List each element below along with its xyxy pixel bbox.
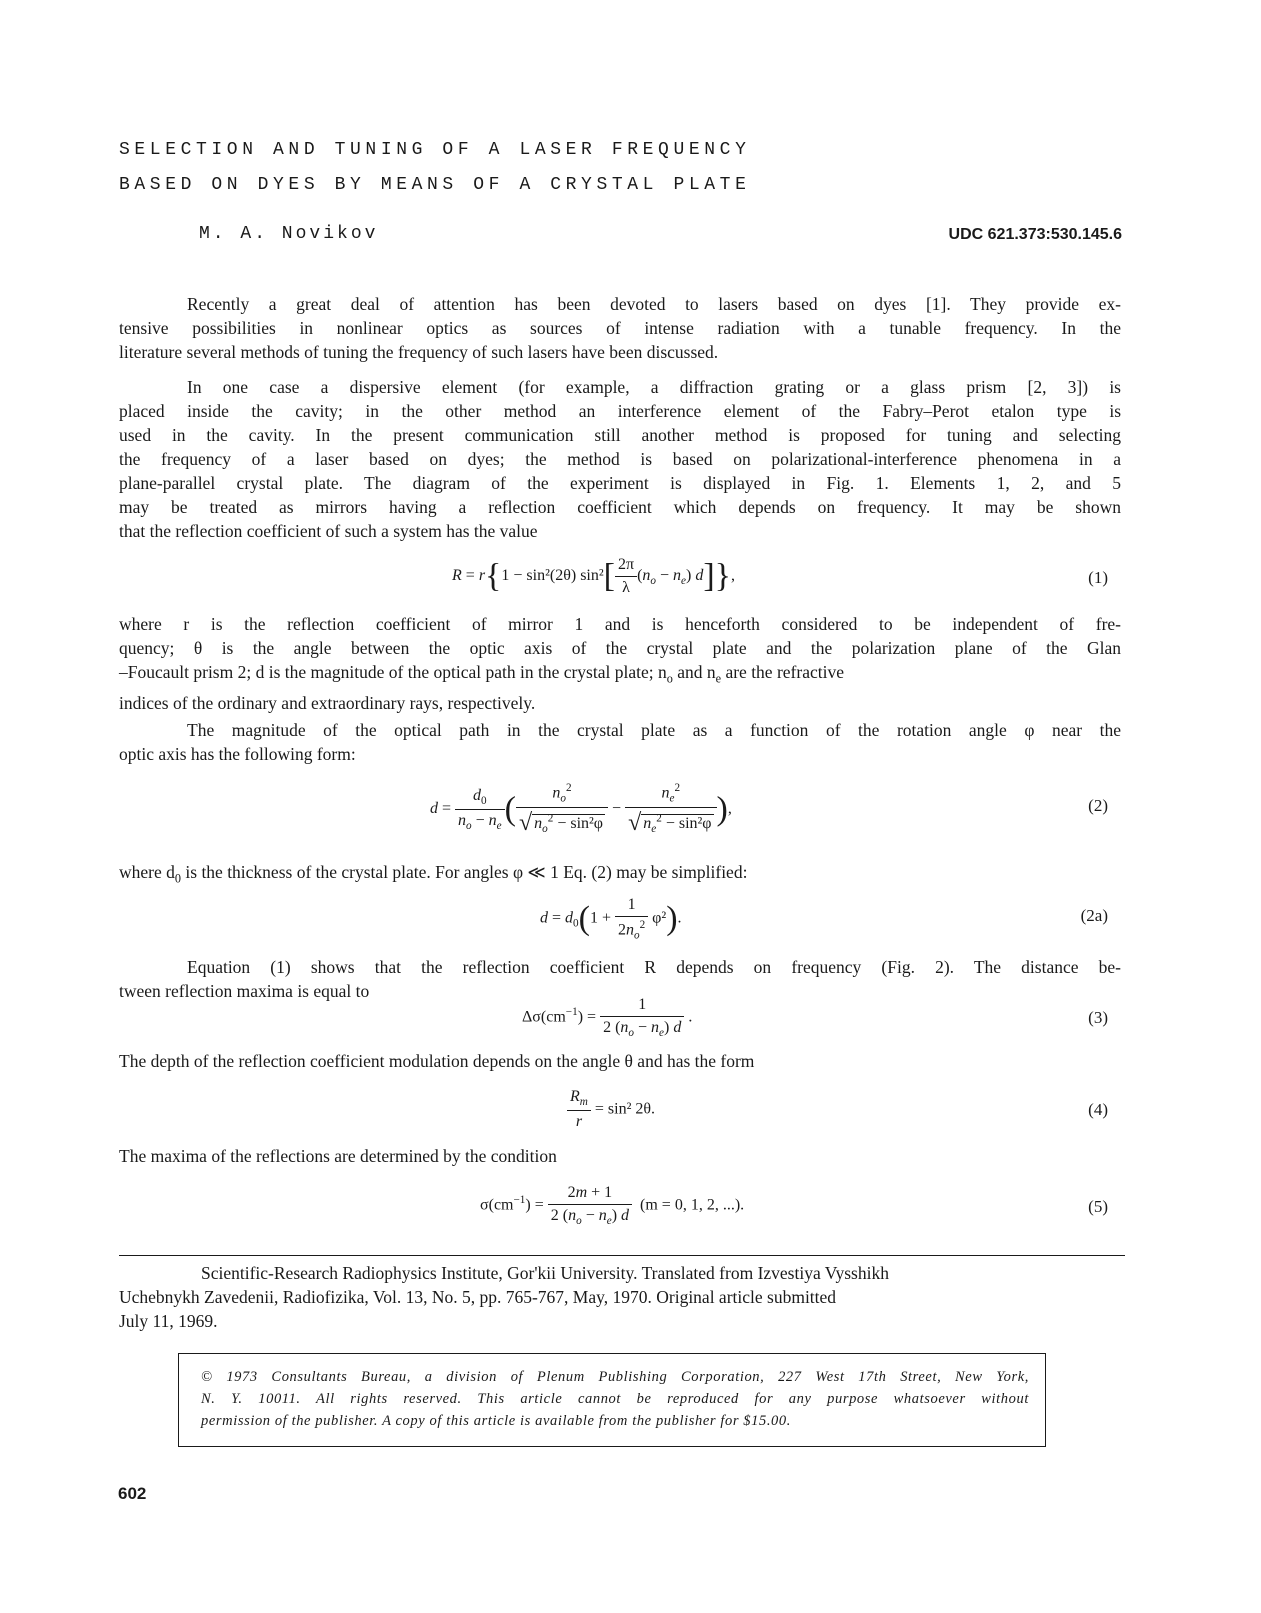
- paragraph-1: [119, 292, 1121, 364]
- copyright-box: [178, 1353, 1046, 1447]
- paragraph-7: [119, 1049, 1121, 1073]
- paragraph-8: [119, 1144, 1121, 1168]
- text-fragment: and n: [672, 662, 716, 682]
- equation-number: (2a): [1080, 906, 1108, 925]
- title-line-2: BASED ON DYES BY MEANS OF A CRYSTAL PLATE: [119, 175, 751, 195]
- text-line: Recently a great deal of attention has been devoted to lasers based on dyes [1]. They provide ex-: [187, 294, 1121, 314]
- equation-number: (4): [1088, 1100, 1108, 1119]
- paragraph-2: [119, 375, 1121, 543]
- equation-number: (3): [1088, 1008, 1108, 1027]
- text-line: The depth of the reflection coefficient modulation depends on the angle θ and has the form: [119, 1051, 755, 1071]
- paragraph-5: [119, 860, 1121, 891]
- footnote-rule: [119, 1255, 1125, 1256]
- text-line: where r is the reflection coefficient of mirror 1 and is henceforth considered to be independent of fre-: [119, 614, 1121, 634]
- subscript: 0: [174, 871, 182, 886]
- equation-number: (1): [1088, 568, 1108, 587]
- udc-code: UDC 621.373:530.145.6: [948, 226, 1122, 243]
- equation-1: R = r{1 − sin²(2θ) sin²[ $\frac{2\pi}{\lambda}$ $(n_o - n_e)$ d]},: [452, 556, 735, 596]
- text-line: [119, 660, 1121, 691]
- footnote: [119, 1261, 1129, 1333]
- text-fragment: where d: [119, 862, 175, 882]
- author: M. A. Novikov: [199, 224, 379, 244]
- text-line: that the reflection coefficient of such a system has the value: [119, 521, 538, 541]
- page-number: 602: [118, 1484, 147, 1503]
- equation-3: $\Delta\sigma(cm^{-1})$ = $\frac{1}{2 (n_o - n_e) d}$ .: [522, 996, 693, 1040]
- equation-condition: (m = 0, 1, 2, ...).: [640, 1196, 745, 1214]
- text-line: The maxima of the reflections are determined by the condition: [119, 1146, 557, 1166]
- text-line: indices of the ordinary and extraordinary rays, respectively.: [119, 692, 536, 713]
- title-line-1: SELECTION AND TUNING OF A LASER FREQUENCY: [119, 140, 751, 160]
- text-line: July 11, 1969.: [119, 1311, 218, 1331]
- text-line: optic axis has the following form:: [119, 744, 356, 764]
- subscript: o: [666, 671, 673, 686]
- equation-number: (2): [1088, 796, 1108, 815]
- equation-4: $\frac{R_m}{r}$ = sin² 2θ.: [567, 1088, 655, 1131]
- subscript: e: [715, 671, 722, 686]
- text-fragment: is the thickness of the crystal plate. For angles φ ≪ 1 Eq. (2) may be simplified:: [181, 862, 748, 882]
- equation-5: $\sigma(cm^{-1})$ = $\frac{2m + 1}{2 (n_o - n_e) d}$ (m = 0, 1, 2, ...).: [480, 1184, 745, 1228]
- text-fragment: –Foucault prism 2; d is the magnitude of the optical path in the crystal plate; n: [119, 662, 667, 682]
- text-line: The magnitude of the optical path in the crystal plate as a function of the rotation angle φ near the: [187, 720, 1121, 740]
- equation-2a: $d = d_0(1$ + $\frac{1}{2n_o^2}$ φ²).: [540, 896, 682, 942]
- paragraph-4: [119, 718, 1121, 766]
- text-line: plane-parallel crystal plate. The diagram of the experiment is displayed in Fig. 1. Elements 1, 2, and 5: [119, 473, 1121, 493]
- text-line: Uchebnykh Zavedenii, Radiofizika, Vol. 13, No. 5, pp. 765-767, May, 1970. Original article submitted: [119, 1287, 837, 1307]
- text-line: may be treated as mirrors having a reflection coefficient which depends on frequency. It may be shown: [119, 497, 1121, 517]
- equation-number: (5): [1088, 1197, 1108, 1216]
- text-line: [119, 860, 1121, 891]
- text-line: used in the cavity. In the present communication still another method is proposed for tuning and selecting: [119, 425, 1121, 445]
- text-line: Scientific-Research Radiophysics Institute, Gor'kii University. Translated from Izvestiya Vysshikh: [201, 1263, 889, 1283]
- text-fragment: are the refractive: [721, 662, 844, 682]
- text-line: literature several methods of tuning the frequency of such lasers have been discussed.: [119, 342, 719, 362]
- text-line: tensive possibilities in nonlinear optics as sources of intense radiation with a tunable frequency. In the: [119, 318, 1121, 338]
- text-line: N. Y. 10011. All rights reserved. This article cannot be reproduced for any purpose whatsoever without: [201, 1391, 1029, 1407]
- text-line: tween reflection maxima is equal to: [119, 981, 370, 1001]
- text-line: Equation (1) shows that the reflection coefficient R depends on frequency (Fig. 2). The distance be-: [187, 957, 1121, 977]
- text-line: placed inside the cavity; in the other method an interference element of the Fabry–Perot etalon type is: [119, 401, 1121, 421]
- text-line: the frequency of a laser based on dyes; the method is based on polarizational-interference phenomena in a: [119, 449, 1121, 469]
- text-line: permission of the publisher. A copy of this article is available from the publisher for $15.00.: [201, 1413, 791, 1429]
- text-line: In one case a dispersive element (for example, a diffraction grating or a glass prism [2, 3]) is: [187, 377, 1121, 397]
- text-line: © 1973 Consultants Bureau, a division of Plenum Publishing Corporation, 227 West 17th Street, New York,: [201, 1369, 1029, 1385]
- paragraph-3: [119, 612, 1121, 715]
- text-line: quency; θ is the angle between the optic axis of the crystal plate and the polarization plane of the Glan: [119, 638, 1121, 658]
- equation-2: d = $\frac{d_0}{n_o - n_e}$ ( $\frac{n_o^2}{√ n_o^2 - \sin^2\varphi}$ − $\frac{n_e^2}{√ n_e^2 - \sin^2\varphi}$ ),: [430, 782, 732, 836]
- copyright-notice: [201, 1366, 1029, 1432]
